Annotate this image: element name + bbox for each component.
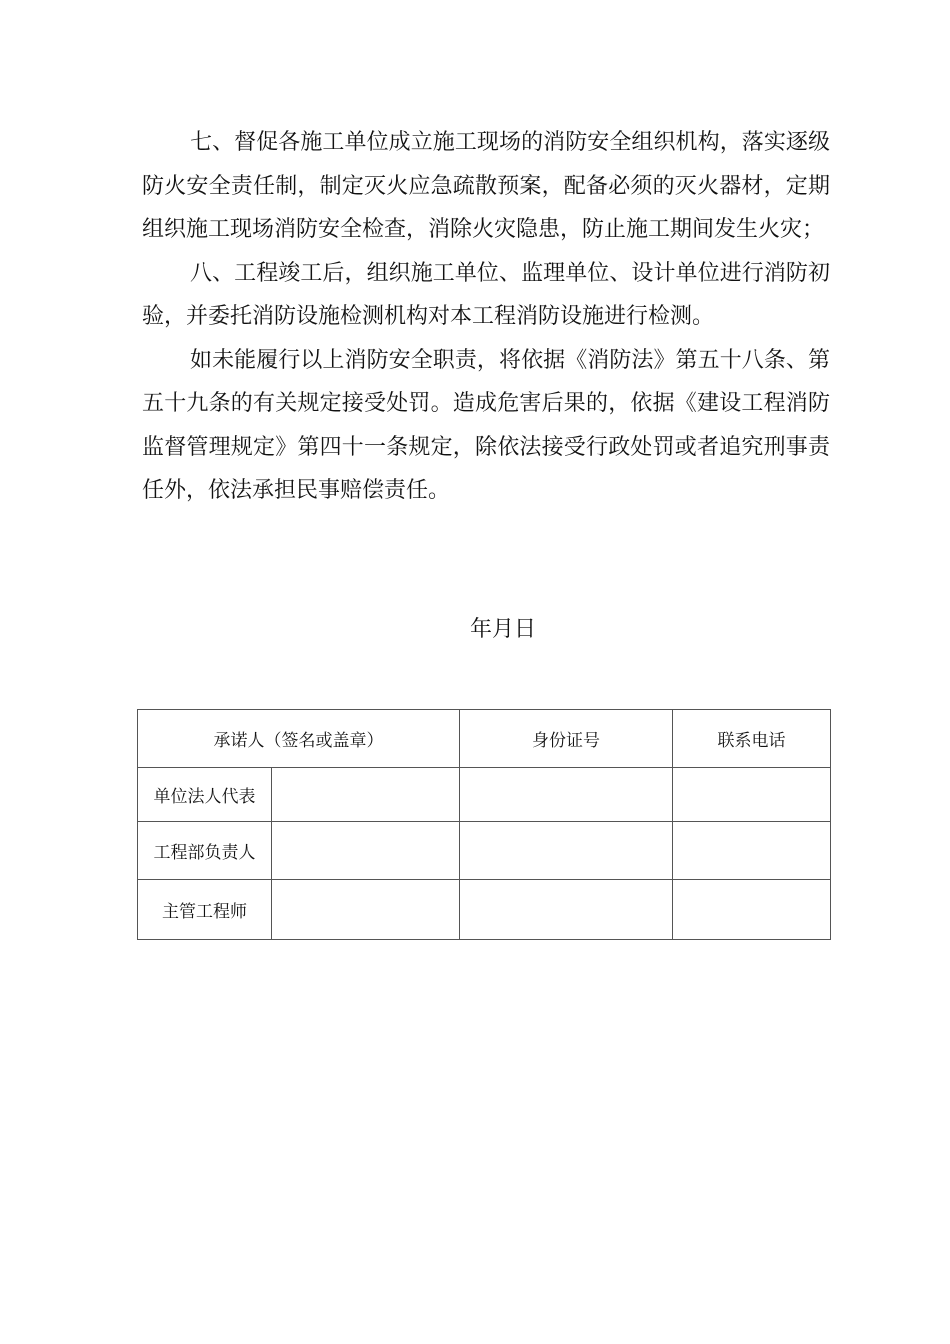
paragraph-item-8: 八、工程竣工后，组织施工单位、监理单位、设计单位进行消防初验，并委托消防设施检测机构对本工程消防设施进行检测。 bbox=[142, 260, 830, 329]
phone-cell[interactable] bbox=[673, 880, 831, 940]
table-header-row bbox=[138, 710, 831, 768]
signature-table bbox=[137, 709, 831, 940]
commitment-body bbox=[142, 121, 830, 513]
header-promisor: 承诺人（签名或盖章） bbox=[138, 710, 460, 768]
table-row bbox=[138, 880, 831, 940]
signature-cell[interactable] bbox=[272, 880, 460, 940]
phone-cell[interactable] bbox=[673, 822, 831, 880]
id-number-cell[interactable] bbox=[460, 880, 673, 940]
phone-cell[interactable] bbox=[673, 768, 831, 822]
row-role-label: 单位法人代表 bbox=[138, 768, 272, 822]
id-number-cell[interactable] bbox=[460, 822, 673, 880]
header-id-number: 身份证号 bbox=[460, 710, 673, 768]
row-role-label: 工程部负责人 bbox=[138, 822, 272, 880]
row-role-label: 主管工程师 bbox=[138, 880, 272, 940]
table-row bbox=[138, 768, 831, 822]
table-row bbox=[138, 822, 831, 880]
paragraph-liability: 如未能履行以上消防安全职责，将依据《消防法》第五十八条、第五十九条的有关规定接受处罚。造成危害后果的，依据《建设工程消防监督管理规定》第四十一条规定，除依法接受行政处罚或者追究刑事责任外，依法承担民事赔偿责任。 bbox=[142, 347, 830, 503]
paragraph-item-7: 七、督促各施工单位成立施工现场的消防安全组织机构，落实逐级防火安全责任制，制定灭火应急疏散预案，配备必须的灭火器材，定期组织施工现场消防安全检查，消除火灾隐患，防止施工期间发生火灾； bbox=[142, 130, 830, 242]
signature-cell[interactable] bbox=[272, 768, 460, 822]
id-number-cell[interactable] bbox=[460, 768, 673, 822]
date-line: 年月日 bbox=[469, 617, 536, 642]
header-phone: 联系电话 bbox=[673, 710, 831, 768]
signature-cell[interactable] bbox=[272, 822, 460, 880]
